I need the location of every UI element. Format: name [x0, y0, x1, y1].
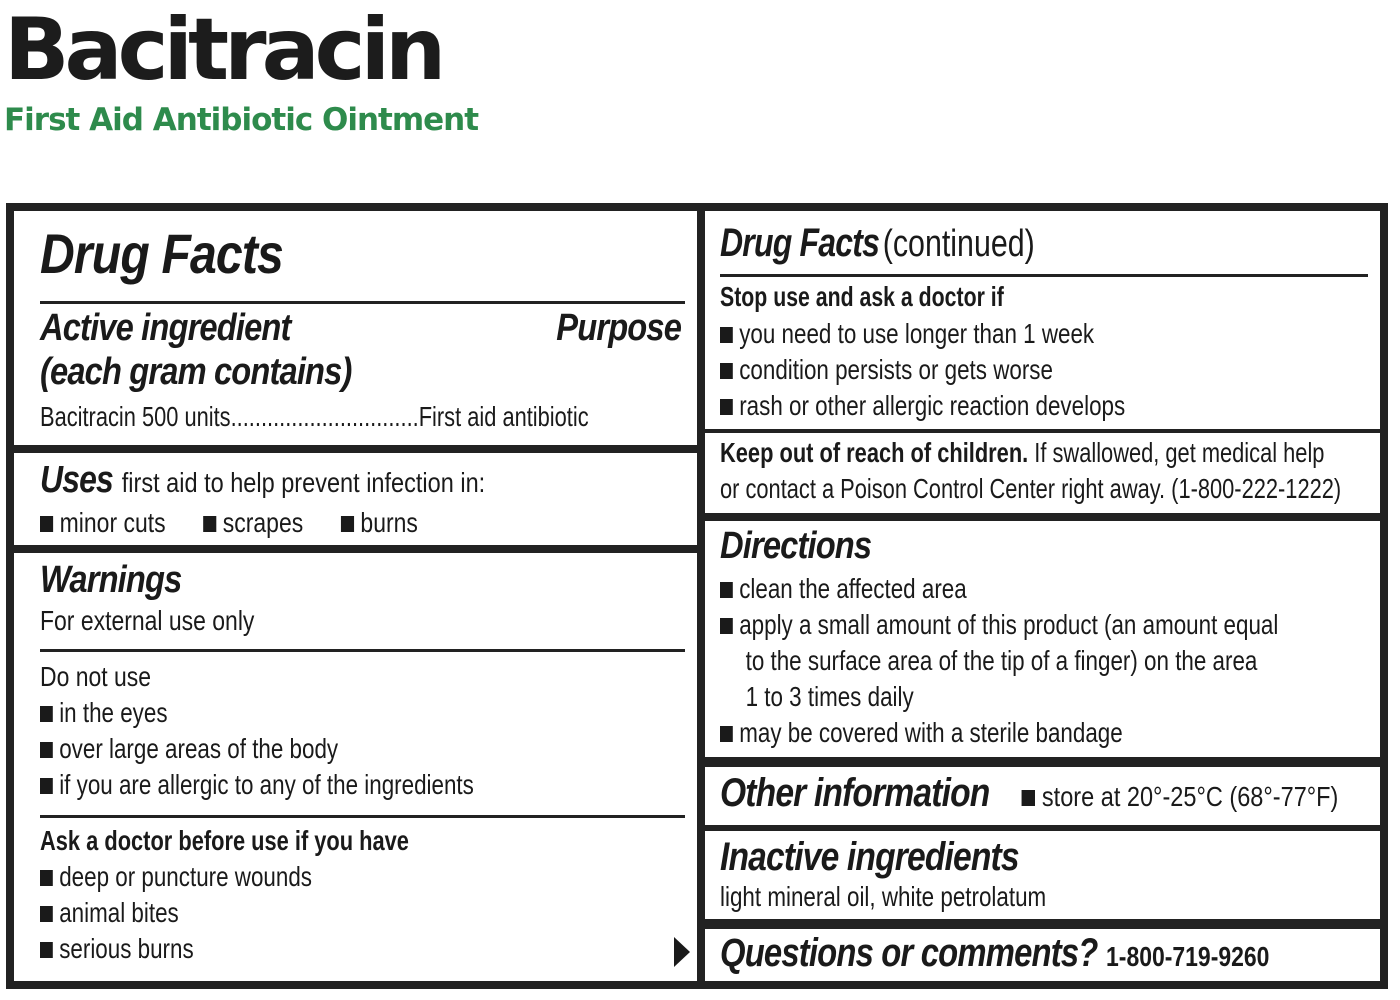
- uses-heading: Uses: [40, 459, 113, 501]
- bullet-icon: [720, 327, 733, 343]
- list-item: you need to use longer than 1 week: [720, 316, 1125, 352]
- bullet-icon: [720, 363, 733, 379]
- uses-list: [40, 505, 418, 541]
- questions-line: [720, 931, 1269, 976]
- bullet-icon: [40, 870, 53, 886]
- inactive-ingredients-heading: Inactive ingredients: [720, 835, 1019, 879]
- list-item-continuation: 1 to 3 times daily: [745, 681, 914, 712]
- list-item: may be covered with a sterile bandage: [720, 715, 1278, 751]
- storage-text: store at 20°-25°C (68°-77°F): [1041, 781, 1339, 812]
- bullet-icon: [203, 516, 216, 532]
- drug-facts-label: [6, 203, 1388, 989]
- poison-control-text: or contact a Poison Control Center right away. (1-800-222-1222): [720, 473, 1342, 504]
- questions-phone: 1-800-719-9260: [1106, 941, 1270, 972]
- bullet-icon: [40, 706, 53, 722]
- do-not-use-heading: Do not use: [40, 661, 152, 692]
- bullet-icon: [40, 516, 53, 532]
- brand-subtitle: First Aid Antibiotic Ointment: [4, 102, 479, 138]
- bullet-icon: [40, 742, 53, 758]
- list-item: condition persists or gets worse: [720, 352, 1125, 388]
- list-item: if you are allergic to any of the ingredients: [40, 767, 474, 803]
- other-info-heading: Other information: [720, 771, 990, 815]
- bullet-icon: [720, 726, 733, 742]
- list-item: minor cuts: [40, 507, 166, 538]
- other-info-panel: [705, 767, 1380, 825]
- arrow-right-icon: [674, 937, 690, 967]
- list-item: serious burns: [40, 931, 312, 967]
- questions-panel: [705, 929, 1380, 981]
- questions-heading: Questions or comments?: [720, 931, 1098, 975]
- stop-use-heading: Stop use and ask a doctor if: [720, 281, 1004, 312]
- list-item: in the eyes: [40, 695, 474, 731]
- bullet-icon: [720, 399, 733, 415]
- ingredient-purpose: First aid antibiotic: [418, 401, 589, 432]
- other-info-line: [720, 771, 1338, 816]
- bullet-icon: [720, 582, 733, 598]
- inactive-ingredients-text: light mineral oil, white petrolatum: [720, 881, 1047, 912]
- list-item: burns: [341, 507, 418, 538]
- brand-header: [4, 2, 478, 138]
- bullet-icon: [40, 778, 53, 794]
- divider: [40, 815, 685, 818]
- stop-use-panel: [705, 211, 1380, 429]
- ingredient-line: [40, 399, 589, 435]
- directions-heading: Directions: [720, 525, 872, 567]
- divider: [40, 649, 685, 652]
- ingredient-name: Bacitracin 500 units: [40, 401, 231, 432]
- bullet-icon: [40, 942, 53, 958]
- directions-list: [720, 571, 1278, 751]
- list-item: over large areas of the body: [40, 731, 474, 767]
- bullet-icon: [341, 516, 354, 532]
- active-ingredient-panel: [14, 211, 697, 445]
- list-item: scrapes: [203, 507, 303, 538]
- bullet-icon: [40, 906, 53, 922]
- bullet-icon: [1022, 790, 1035, 806]
- divider: [720, 274, 1368, 277]
- list-item: deep or puncture wounds: [40, 859, 312, 895]
- list-item: rash or other allergic reaction develops: [720, 388, 1125, 424]
- uses-line: [40, 459, 485, 502]
- purpose-heading: Purpose: [556, 307, 681, 349]
- drug-facts-title: Drug Facts: [40, 222, 283, 285]
- warnings-panel: [14, 553, 697, 981]
- list-item: animal bites: [40, 895, 312, 931]
- continued-title: [720, 221, 1035, 266]
- brand-name: Bacitracin: [4, 0, 442, 100]
- keep-out-text: If swallowed, get medical help: [1028, 437, 1325, 468]
- keep-out-line1: [720, 435, 1324, 471]
- inactive-ingredients-panel: [705, 831, 1380, 919]
- list-item: apply a small amount of this product (an amount equal: [720, 607, 1278, 643]
- ask-doctor-list: [40, 859, 312, 967]
- list-item-continuation: to the surface area of the tip of a finger) on the area: [745, 645, 1258, 676]
- continued-suffix: (continued): [882, 223, 1035, 265]
- keep-out-panel: [705, 433, 1380, 513]
- drug-facts-title: Drug Facts: [720, 221, 880, 265]
- warnings-heading: Warnings: [40, 559, 182, 601]
- ask-doctor-heading: Ask a doctor before use if you have: [40, 825, 409, 856]
- external-use-text: For external use only: [40, 605, 255, 636]
- active-ingredient-heading: Active ingredient: [40, 307, 291, 349]
- directions-panel: [705, 521, 1380, 757]
- list-item: [1022, 781, 1339, 812]
- do-not-use-list: [40, 695, 474, 803]
- bullet-icon: [720, 618, 733, 634]
- stop-use-list: [720, 316, 1125, 424]
- keep-out-heading: Keep out of reach of children.: [720, 437, 1029, 468]
- active-ingredient-subheading: (each gram contains): [40, 351, 352, 393]
- divider: [40, 301, 685, 304]
- uses-panel: [14, 453, 697, 545]
- uses-intro: first aid to help prevent infection in:: [121, 467, 486, 498]
- leader-dots: ...............................: [230, 401, 419, 432]
- list-item: clean the affected area: [720, 571, 1278, 607]
